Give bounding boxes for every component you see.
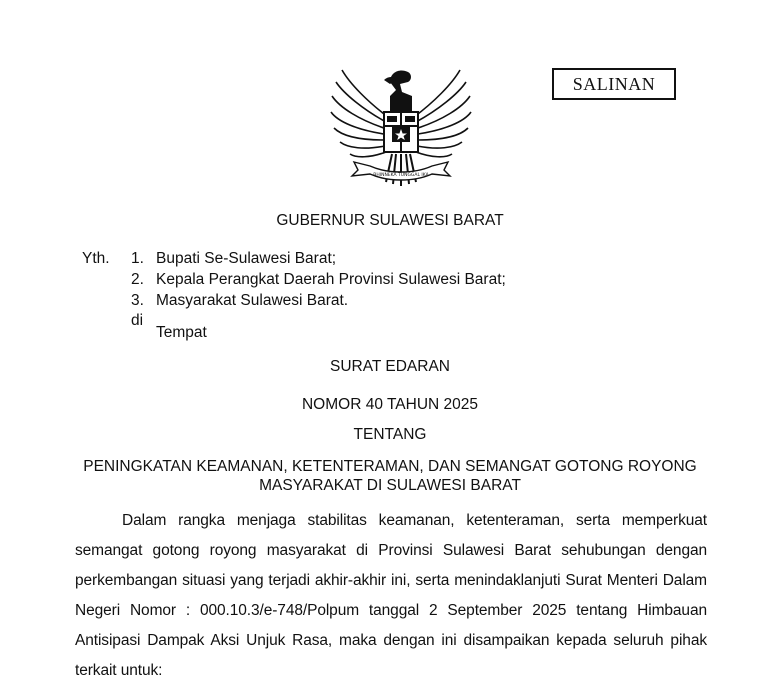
addressee-item: Kepala Perangkat Daerah Provinsi Sulawesi Barat; (156, 271, 506, 288)
document-type: SURAT EDARAN (329, 358, 450, 375)
addressee-di: di (131, 312, 144, 329)
salinan-stamp (552, 68, 676, 100)
addressee-prefix: Yth. (82, 250, 110, 267)
document-number: NOMOR 40 TAHUN 2025 (301, 396, 478, 413)
issuer-heading: GUBERNUR SULAWESI BARAT (276, 212, 504, 229)
subject-line-1: PENINGKATAN KEAMANAN, KETENTERAMAN, DAN SEMANGAT GOTONG ROYONG (83, 458, 697, 475)
addressee-item: Bupati Se-Sulawesi Barat; (156, 250, 337, 267)
addressee-number: 2. (131, 271, 144, 288)
subject-line-2: MASYARAKAT DI SULAWESI BARAT (259, 477, 521, 494)
addressee-number: 1. (131, 250, 144, 267)
body-paragraph: Dalam rangka menjaga stabilitas keamanan, ketenteraman, serta memperkuat semangat gotong royong masyarakat di Provinsi Sulawesi Barat sehubungan dengan perkembangan situasi yang terjadi akhir-akhir ini, serta menindaklanjuti Surat Menteri Dalam Negeri Nomor : 000.10.3/e-748/Polpum tanggal 2 September 2025 tentang Himbauan Antisipasi Dampak Aksi Unjuk Rasa, maka dengan ini disampaikan kepada seluruh pihak terkait untuk: (75, 512, 707, 679)
tentang-heading: TENTANG (353, 426, 427, 443)
garuda-emblem-icon (328, 62, 474, 196)
salinan-label: SALINAN (572, 73, 656, 94)
addressee-item: Masyarakat Sulawesi Barat. (156, 292, 349, 309)
addressee-place: Tempat (156, 324, 207, 341)
addressee-number: 3. (131, 292, 144, 309)
emblem-motto: BHINNEKA TUNGGAL IKA (373, 173, 429, 178)
